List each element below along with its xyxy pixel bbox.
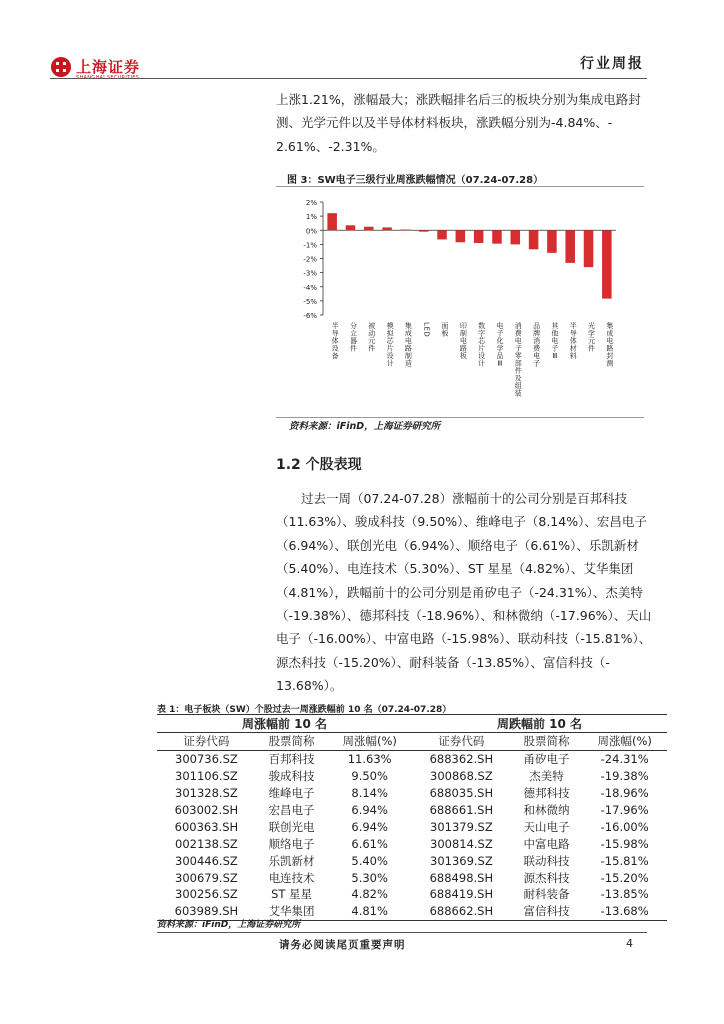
bar — [346, 225, 356, 230]
table-cell: 百邦科技 — [268, 752, 315, 767]
text-line: （5.40%）、电连技术（5.30%）、ST 星星（4.82%）、艾华集团 — [276, 561, 634, 577]
table-cell: 301379.SZ — [430, 819, 493, 834]
table-cell: 002138.SZ — [175, 836, 238, 851]
table-cell: 300868.SZ — [430, 769, 493, 784]
bar — [364, 227, 374, 231]
x-tick-label: 面板 — [441, 322, 450, 337]
table-cell: 中富电路 — [523, 836, 570, 851]
bar — [492, 230, 502, 243]
bar — [401, 230, 411, 231]
bar — [602, 230, 612, 298]
x-tick-label: 消费电子零部件及组装 — [514, 322, 523, 397]
bar — [419, 230, 429, 231]
y-tick-label: -1% — [303, 241, 317, 250]
table-cell: 天山电子 — [523, 819, 570, 834]
table-cell: 300814.SZ — [430, 836, 493, 851]
table-cell: 甬矽电子 — [523, 752, 570, 767]
bar — [382, 227, 392, 230]
table-row — [157, 818, 667, 835]
text-line: （4.81%），跌幅前十的公司分别是甬矽电子（-24.31%）、杰美特 — [276, 584, 643, 600]
y-tick-label: -4% — [303, 283, 317, 292]
table-cell: 6.94% — [351, 819, 388, 834]
x-tick-label: 半导体材料 — [569, 322, 578, 360]
table-group-header — [157, 715, 667, 733]
table-cell: 8.14% — [351, 786, 388, 801]
column-header: 证券代码 — [412, 733, 511, 751]
text-line: 电子（-16.00%）、中富电路（-15.98%）、联动科技（-15.81%）、 — [276, 631, 652, 647]
table-cell: -19.38% — [600, 769, 649, 784]
table-cell: 603002.SH — [174, 803, 239, 817]
bar — [456, 230, 466, 242]
text-line: 13.68%）。 — [276, 678, 343, 694]
table-cell: -17.96% — [600, 803, 649, 817]
brand-logo — [50, 56, 250, 86]
y-tick-label: -5% — [303, 297, 317, 306]
x-tick-label: 印制电路板 — [459, 322, 468, 360]
table-cell: 300736.SZ — [175, 752, 238, 767]
table-cell: -16.00% — [600, 819, 649, 834]
x-tick-label: 被动元件 — [367, 322, 376, 352]
table-cell: 300256.SZ — [175, 887, 238, 902]
text-line: （6.94%）、联创光电（6.94%）、顺络电子（6.61%）、乐凯新材 — [276, 537, 639, 553]
table-row — [157, 750, 667, 767]
header-divider — [50, 78, 647, 79]
table-cell: 和林微纳 — [523, 803, 570, 817]
bar — [584, 230, 594, 267]
table-cell: 艾华集团 — [256, 903, 328, 920]
table-source: 资料来源：iFinD，上海证券研究所 — [157, 920, 301, 930]
x-tick-label: 半导体设备 — [331, 322, 340, 360]
table-cell: 杰美特 — [529, 769, 564, 784]
column-header: 周涨幅(%) — [582, 733, 667, 751]
brand-name: 上海证券 — [76, 58, 141, 76]
table-row — [157, 768, 667, 785]
table-cell: 5.40% — [351, 853, 388, 868]
table-cell: 300446.SZ — [175, 853, 238, 868]
table-cell: 688662.SH — [412, 903, 511, 920]
footer-divider — [157, 932, 647, 933]
table-cell: 宏昌电子 — [268, 803, 315, 817]
table-row — [157, 886, 667, 903]
text-line: 源杰科技（-15.20%）、耐科装备（-13.85%）、富信科技（- — [276, 654, 610, 670]
table-cell: 688035.SH — [429, 786, 494, 801]
x-tick-label: 数字芯片设计 — [477, 322, 486, 367]
y-tick-label: -2% — [303, 255, 317, 264]
table-cell: 4.82% — [351, 887, 388, 902]
text-line: （-19.38%）、德邦科技（-18.96%）、和林微纳（-17.96%）、天山 — [276, 607, 652, 623]
table-row — [157, 785, 667, 802]
column-header: 股票简称 — [256, 733, 328, 751]
intro-paragraph — [276, 88, 648, 158]
table-cell: 603989.SH — [157, 903, 256, 920]
figure-source: 资料来源：iFinD，上海证券研究所 — [289, 421, 441, 432]
table-cell: 6.94% — [351, 803, 388, 817]
section-title: 1.2 个股表现 — [276, 457, 362, 473]
x-tick-label: 模拟芯片设计 — [386, 322, 395, 367]
bar — [437, 230, 447, 239]
table-cell: 301369.SZ — [430, 853, 493, 868]
footer-disclaimer: 请务必阅读尾页重要声明 — [279, 939, 406, 951]
x-tick-label: 其他电子Ⅲ — [550, 322, 559, 361]
bar — [565, 230, 575, 263]
x-tick-label: 集成电路封测 — [605, 322, 614, 367]
bar — [529, 230, 539, 249]
table-cell: 富信科技 — [511, 903, 583, 920]
table-cell: 骏成科技 — [268, 769, 315, 784]
bar-chart — [276, 190, 644, 415]
x-tick-label: 光学元件 — [587, 322, 596, 352]
table-cell: 德邦科技 — [523, 786, 570, 801]
column-header: 股票简称 — [511, 733, 583, 751]
report-type: 行业周报 — [580, 56, 644, 72]
table-caption: 表 1：电子板块（SW）个股过去一周涨跌幅前 10 名（07.24-07.28） — [157, 705, 452, 715]
top-movers-table — [157, 714, 667, 921]
table-cell: -15.81% — [600, 853, 649, 868]
brand-logo-icon — [50, 56, 72, 78]
table-cell: 联动科技 — [523, 853, 570, 868]
x-tick-label: 分立器件 — [349, 322, 358, 352]
y-tick-label: 2% — [305, 199, 317, 207]
table-row — [157, 852, 667, 869]
table-row — [157, 802, 667, 819]
text-line: 2.61%、-2.31%。 — [276, 138, 385, 154]
y-tick-label: 1% — [305, 213, 317, 222]
brand-name-en: SHANGHAI SECURITIES — [76, 75, 140, 81]
y-tick-label: 0% — [305, 227, 317, 236]
column-header: 周涨幅(%) — [327, 733, 412, 751]
table-cell: 688362.SH — [429, 752, 494, 767]
table-cell: -15.20% — [600, 870, 649, 885]
table-cell: -18.96% — [600, 786, 649, 801]
table-cell: 688661.SH — [429, 803, 494, 817]
figure-top-rule — [276, 186, 644, 187]
table-cell: 4.81% — [327, 903, 412, 920]
table-cell: 联创光电 — [268, 819, 315, 834]
y-tick-label: -6% — [303, 312, 317, 320]
table-cell: 5.30% — [351, 870, 388, 885]
text-line: 过去一周（07.24-07.28）涨幅前十的公司分别是百邦科技 — [301, 491, 628, 506]
text-line: 测、光学元件以及半导体材料板块，涨跌幅分别为-4.84%、- — [276, 115, 613, 131]
text-line: （11.63%）、骏成科技（9.50%）、维峰电子（8.14%）、宏昌电子 — [276, 514, 647, 530]
stocks-paragraph — [276, 487, 652, 698]
table-cell: 301328.SZ — [175, 786, 238, 801]
table-row — [157, 869, 667, 886]
table-cell: 11.63% — [347, 752, 392, 767]
table-cell: -13.85% — [600, 887, 649, 902]
text-line: 上涨1.21%，涨幅最大；涨跌幅排名后三的板块分别为集成电路封 — [276, 92, 641, 107]
table-cell: 9.50% — [351, 769, 388, 784]
table-cell: 耐科装备 — [523, 887, 570, 902]
table-cell: 688498.SH — [429, 870, 494, 885]
table-cell: 300679.SZ — [175, 870, 238, 885]
table-cell: 301106.SZ — [175, 769, 238, 784]
table-cell: 600363.SH — [174, 819, 239, 834]
column-header: 证券代码 — [157, 733, 256, 751]
table-cell: 源杰科技 — [523, 870, 570, 885]
gainers-title: 周涨幅前 10 名 — [157, 715, 412, 733]
table-cell: -24.31% — [600, 752, 649, 767]
y-tick-label: -3% — [303, 269, 317, 278]
table-cell: 顺络电子 — [268, 836, 315, 851]
figure-caption: 图 3：SW电子三级行业周涨跌幅情况（07.24-07.28） — [287, 175, 544, 186]
losers-title: 周跌幅前 10 名 — [412, 715, 667, 733]
table-cell: 电连技术 — [268, 870, 315, 885]
table-row — [157, 835, 667, 852]
table-cell: 乐凯新材 — [268, 853, 315, 868]
table-cell: 维峰电子 — [268, 786, 315, 801]
table-header-row — [157, 733, 667, 751]
table-cell: ST 星星 — [271, 887, 313, 902]
x-tick-label: 品牌消费电子 — [532, 322, 541, 367]
bar — [511, 230, 521, 244]
table-cell: 688419.SH — [429, 887, 494, 902]
bar — [547, 230, 557, 253]
table-cell: 6.61% — [351, 836, 388, 851]
table-cell: -15.98% — [600, 836, 649, 851]
x-tick-label: 电子化学品Ⅲ — [495, 322, 504, 368]
bar — [327, 213, 337, 230]
x-tick-label: 集成电路制造 — [404, 322, 413, 367]
x-tick-label: LED — [422, 322, 431, 338]
page-number: 4 — [626, 937, 633, 950]
table-cell: -13.68% — [582, 903, 667, 920]
bar — [474, 230, 484, 243]
